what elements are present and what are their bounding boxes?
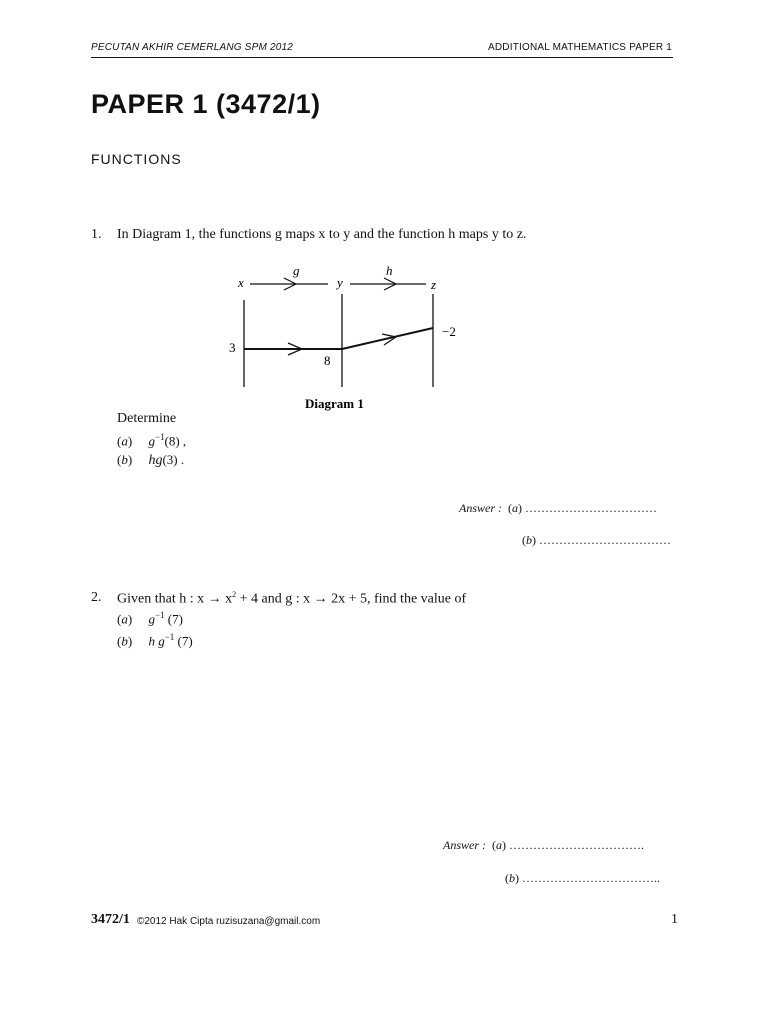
q1-text: In Diagram 1, the functions g maps x to y and the function h maps y to z. [117,227,527,242]
value-8: 8 [324,353,331,368]
q2-answer-b-label: (b) [505,871,519,885]
q2-text-1: Given that h : x → x [117,591,233,607]
q1-answer-a-label: (a) [508,501,522,515]
q2-part-a [117,610,183,627]
q2-answer-a-label: (a) [492,838,506,852]
header-right: ADDITIONAL MATHEMATICS PAPER 1 [488,42,672,53]
q2-answer-a [443,838,644,853]
q2-part-a-expr: g [148,611,155,627]
label-z: z [431,277,437,292]
q2-part-b-expr: h g [148,633,165,649]
q2-answer-b-dots[interactable]: …………………………….. [522,871,660,885]
q2-number: 2. [91,590,102,605]
page-number: 1 [671,912,678,927]
q2-part-a-sup: −1 [154,610,165,620]
diagram-caption: Diagram 1 [305,396,364,411]
q1-number: 1. [91,227,102,242]
q2-answer-b [505,871,660,886]
label-y: y [337,275,343,290]
label-x: x [238,275,244,290]
value-neg2: −2 [442,324,456,339]
q2-part-b-rest: (7) [174,633,193,649]
q2-text-2: + 4 and g : x → 2x + 5, find the value of [236,591,467,607]
value-3: 3 [229,340,236,355]
q1-answer-b [522,533,671,548]
q1-part-b-label: (b) [117,452,133,467]
footer-paper-code: 3472/1 [91,912,130,927]
q1-answer-b-label: (b) [522,533,536,547]
q2-part-a-label: (a) [117,611,133,627]
label-g: g [293,263,300,278]
header-rule [91,57,673,58]
mapping-8-to-neg2 [342,328,433,349]
q1-part-a [117,432,186,449]
q2-answer-a-dots[interactable]: ……………………………. [509,838,644,852]
q1-answer-label: Answer : [459,501,502,515]
q1-answer-a [459,501,657,516]
header-left: PECUTAN AKHIR CEMERLANG SPM 2012 [91,42,294,53]
q2-part-b-label: (b) [117,633,133,649]
q2-text-sup: 2 [232,590,237,599]
section-heading: FUNCTIONS [91,151,182,167]
q1-part-a-expr: g [148,433,155,449]
q1-answer-a-dots[interactable]: …………………………… [525,501,657,515]
q1-part-a-label: (a) [117,433,133,449]
label-h: h [386,263,393,278]
q1-arrow-diagram [220,262,480,412]
footer-copyright: ©2012 Hak Cipta ruzisuzana@gmail.com [137,916,321,927]
q2-text [117,590,466,608]
q1-part-a-sup: −1 [154,432,165,442]
q1-answer-b-dots[interactable]: …………………………… [539,533,671,547]
q2-answer-label: Answer : [443,838,486,852]
q2-part-b-sup: −1 [164,632,175,642]
q1-part-b [117,452,184,469]
q2-part-b [117,632,193,649]
q1-part-b-rest: (3) . [162,452,185,467]
q1-part-b-expr: hg [148,453,163,468]
q2-part-a-rest: (7) [164,611,183,627]
q1-instruction: Determine [117,411,177,426]
q1-part-a-rest: (8) , [164,433,187,449]
page-title: PAPER 1 (3472/1) [91,89,321,119]
